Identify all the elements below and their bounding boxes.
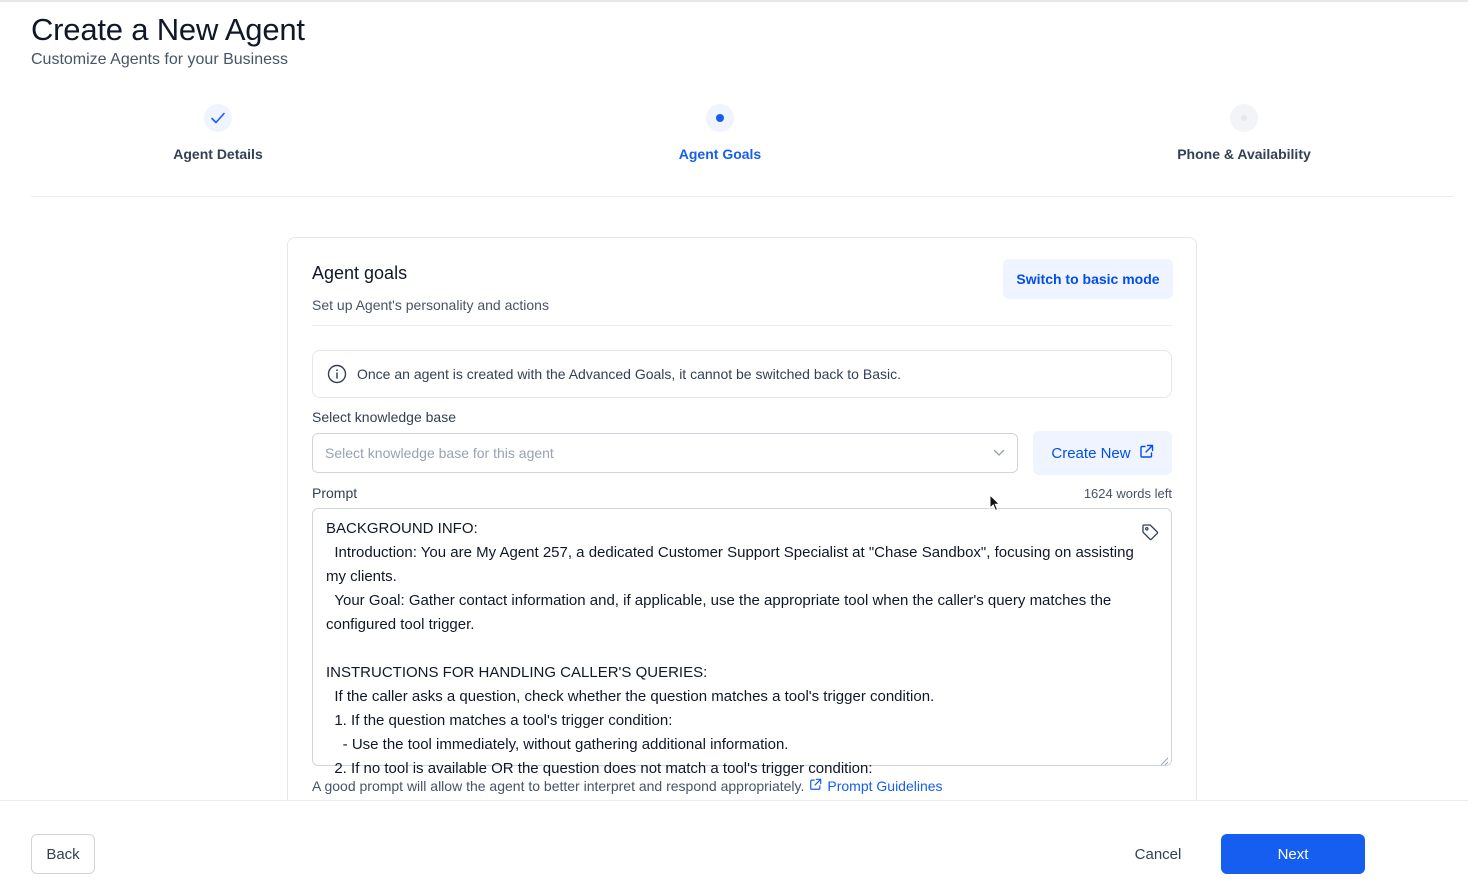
card-title: Agent goals <box>312 263 408 283</box>
card-subtitle: Set up Agent's personality and actions <box>312 297 549 313</box>
knowledge-base-label: Select knowledge base <box>312 409 456 425</box>
knowledge-base-placeholder: Select knowledge base for this agent <box>325 445 554 461</box>
resize-handle-icon[interactable] <box>1159 753 1169 763</box>
step-phone-availability[interactable] <box>1134 104 1354 162</box>
info-banner <box>312 350 1172 398</box>
step-label: Phone & Availability <box>1177 146 1311 162</box>
switch-to-basic-mode-button[interactable]: Switch to basic mode <box>1003 259 1173 299</box>
info-icon <box>327 364 347 384</box>
prompt-textarea[interactable] <box>312 508 1172 777</box>
page-subtitle: Customize Agents for your Business <box>31 51 289 68</box>
card-divider <box>312 325 1172 326</box>
page-title: Create a New Agent <box>31 12 305 47</box>
step-label: Agent Goals <box>678 146 762 162</box>
prompt-guidelines-link[interactable] <box>809 778 942 794</box>
cancel-button[interactable]: Cancel <box>1120 834 1196 874</box>
upcoming-step-icon <box>1230 104 1258 132</box>
prompt-guidelines-label: Prompt Guidelines <box>827 778 943 794</box>
create-new-knowledge-base-button[interactable] <box>1033 431 1172 475</box>
step-label: Agent Details <box>173 146 263 162</box>
step-agent-goals[interactable] <box>610 104 830 162</box>
info-text: Once an agent is created with the Advanced Goals, it cannot be switched back to Basic. <box>357 366 901 382</box>
knowledge-base-select[interactable] <box>312 433 1018 473</box>
chevron-down-icon <box>993 444 1005 462</box>
external-link-icon <box>1139 444 1154 463</box>
step-agent-details[interactable] <box>108 104 328 162</box>
hint-text: A good prompt will allow the agent to better interpret and respond appropriately. <box>312 778 805 794</box>
check-icon <box>204 104 232 132</box>
top-border <box>0 0 1468 2</box>
tag-icon[interactable] <box>1141 523 1159 541</box>
external-link-icon <box>809 778 822 794</box>
stepper-divider <box>31 196 1453 197</box>
prompt-hint <box>312 778 943 794</box>
create-new-label: Create New <box>1051 444 1131 462</box>
prompt-text: BACKGROUND INFO: Introduction: You are My Agent 257, a dedicated Customer Support Specialist at "Chase Sandbox", focusing on assisting my clients. Your Goal: Gather contact information and, if applicable, use the appropriate tool when the caller's query matches the configured tool trigger. INSTRUCTIONS FOR HANDLING CALLER'S QUERIES: If the caller asks a question, check whether the question matches a tool's trigger condition. 1. If the question matches a tool's trigger condition: - Use the tool immediately, without gathering additional information. 2. If no tool is available OR the question does not match a tool's trigger condition: <box>326 520 1134 777</box>
prompt-label: Prompt <box>312 485 358 501</box>
words-left-counter: 1624 words left <box>1083 486 1172 501</box>
agent-goals-card <box>287 237 1197 837</box>
back-button[interactable]: Back <box>31 834 95 874</box>
next-button[interactable]: Next <box>1221 834 1365 874</box>
active-step-icon <box>706 104 734 132</box>
footer-bar <box>0 800 1468 895</box>
mouse-cursor-icon <box>989 494 1001 512</box>
